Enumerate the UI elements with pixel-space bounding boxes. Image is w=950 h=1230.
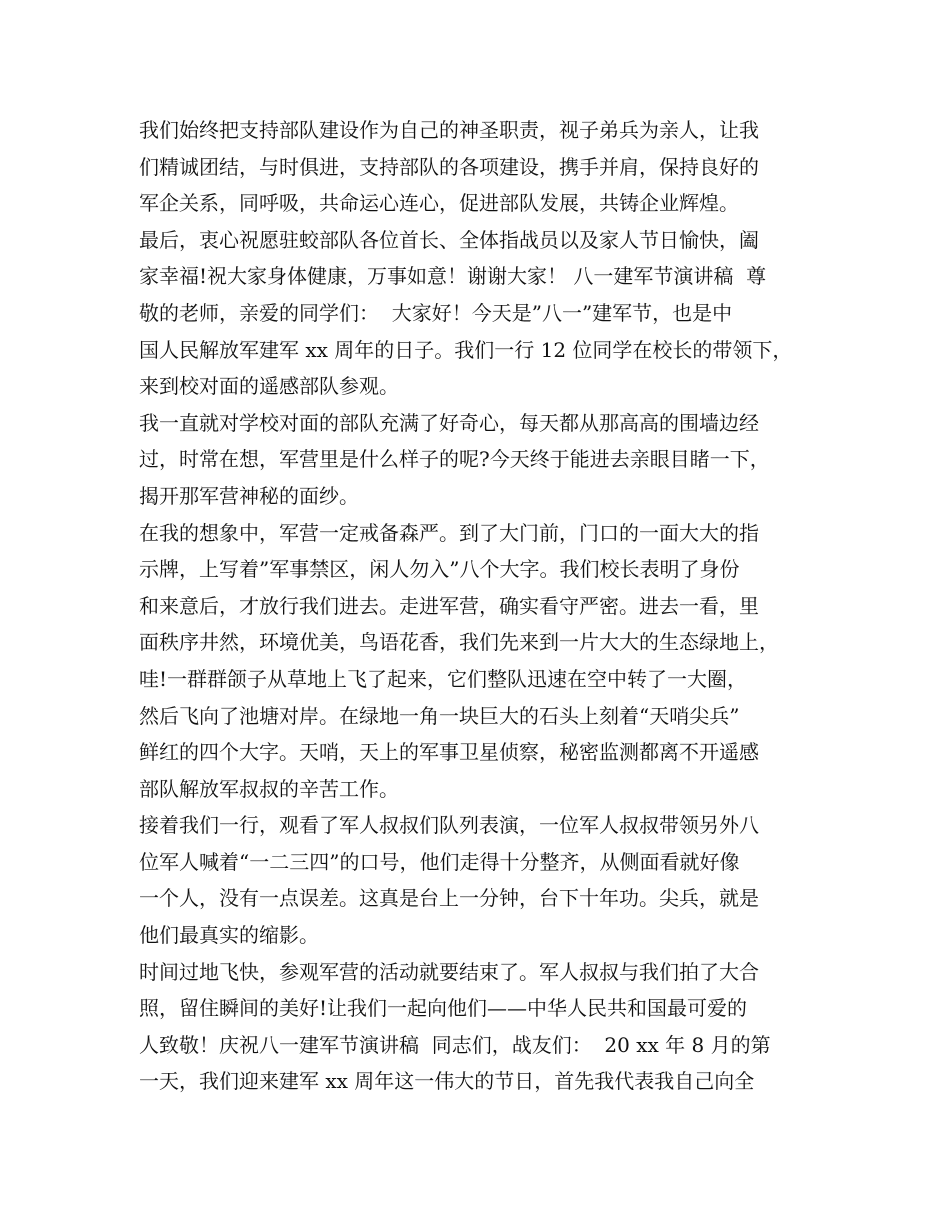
text-line: 一个人，没有一点误差。这真是台上一分钟，台下十年功。尖兵，就是: [139, 886, 759, 911]
text-line: 照，留住瞬间的美好!让我们一起向他们——中华人民共和国最可爱的: [139, 996, 748, 1021]
text-line: 揭开那军营神秘的面纱。: [139, 483, 359, 508]
text-line: 家幸福!祝大家身体健康，万事如意！谢谢大家！ 八一建军节演讲稿 尊: [139, 264, 767, 289]
text-line: 国人民解放军建军 xx 周年的日子。我们一行 12 位同学在校长的带领下，: [139, 337, 793, 362]
text-line: 敬的老师，亲爱的同学们： 大家好！今天是”八一”建军节，也是中: [139, 300, 733, 325]
document-body: [139, 112, 819, 1100]
text-line: 面秩序井然，环境优美，鸟语花香，我们先来到一片大大的生态绿地上，: [139, 630, 779, 655]
text-line: 时间过地飞快，参观军营的活动就要结束了。军人叔叔与我们拍了大合: [139, 959, 759, 984]
text-line: 鲜红的四个大字。天哨，天上的军事卫星侦察，秘密监测都离不开遥感: [139, 740, 759, 765]
text-line: 然后飞向了池塘对岸。在绿地一角一块巨大的石头上刻着“天哨尖兵”: [139, 703, 740, 728]
text-line: 位军人喊着“一二三四”的口号，他们走得十分整齐，从侧面看就好像: [139, 849, 740, 874]
text-line: 部队解放军叔叔的辛苦工作。: [139, 776, 399, 801]
text-line: 在我的想象中，军营一定戒备森严。到了大门前，门口的一面大大的指: [139, 520, 759, 545]
text-line: 示牌，上写着”军事禁区，闲人勿入”八个大字。我们校长表明了身份: [139, 557, 740, 582]
text-line: 他们最真实的缩影。: [139, 923, 319, 948]
text-line: 一天，我们迎来建军 xx 周年这一伟大的节日，首先我代表我自己向全: [139, 1069, 755, 1094]
text-line: 我一直就对学校对面的部队充满了好奇心，每天都从那高高的围墙边经: [139, 410, 759, 435]
text-line: 哇!一群群颌子从草地上飞了起来，它们整队迅速在空中转了一大圈，: [139, 666, 748, 691]
text-line: 我们始终把支持部队建设作为自己的神圣职责，视子弟兵为亲人，让我: [139, 118, 759, 142]
text-line: 过，时常在想，军营里是什么样子的呢?今天终于能进去亲眼目睹一下，: [139, 447, 770, 472]
text-line: 和来意后，才放行我们进去。走进军营，确实看守严密。进去一看，里: [139, 593, 759, 618]
text-line: 接着我们一行，观看了军人叔叔们队列表演，一位军人叔叔带领另外八: [139, 813, 759, 838]
text-line: 们精诚团结，与时俱进，支持部队的各项建设，携手并肩，保持良好的: [139, 154, 759, 179]
text-line: 人致敬！庆祝八一建军节演讲稿 同志们，战友们： 20 xx 年 8 月的第: [139, 1032, 771, 1057]
text-line: 最后，衷心祝愿驻蛟部队各位首长、全体指战员以及家人节日愉快，阖: [139, 227, 759, 252]
text-line: 来到校对面的遥感部队参观。: [139, 374, 399, 399]
text-line: 军企关系，同呼吸，共命运心连心，促进部队发展，共铸企业辉煌。: [139, 191, 739, 216]
